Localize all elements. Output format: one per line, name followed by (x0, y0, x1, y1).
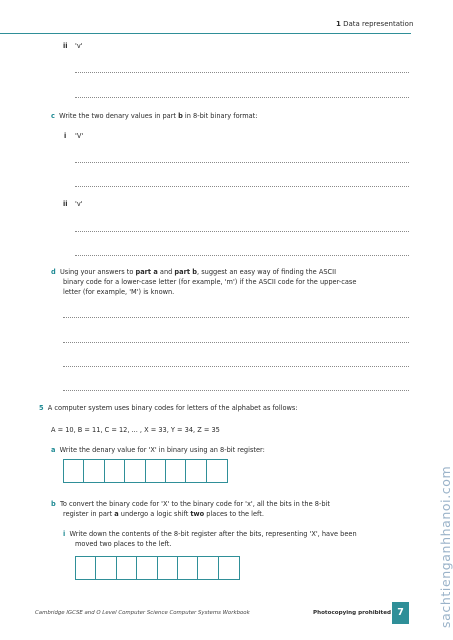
answer-line[interactable] (75, 162, 409, 163)
register-bit[interactable] (125, 460, 145, 482)
chapter-title: Data representation (343, 20, 414, 28)
register-bit[interactable] (207, 460, 227, 482)
q5b-i-line-2: moved two places to the left. (75, 540, 172, 548)
header-rule (0, 33, 411, 34)
q5b-text: To convert the binary code for 'X' to the binary code for 'x', all the bits in the 8-bit (59, 500, 330, 508)
register-bit[interactable] (105, 460, 125, 482)
q5a-text: Write the denary value for 'X' in binary using an 8-bit register: (59, 446, 265, 454)
q4d-text: Using your answers to (59, 268, 136, 276)
q5-stem (39, 404, 298, 414)
register-bit[interactable] (186, 460, 206, 482)
q4d-line-3: letter (for example, 'M') is known. (63, 288, 175, 296)
footer-copyright: Photocopying prohibited (313, 610, 392, 616)
answer-line[interactable] (63, 317, 409, 318)
running-header (336, 20, 413, 30)
q4b-ii-label: ii (63, 42, 68, 50)
q5a-question (51, 446, 265, 456)
register-bit[interactable] (158, 557, 178, 579)
answer-line[interactable] (75, 186, 409, 187)
q5b-text: register in part (63, 510, 115, 518)
answer-line[interactable] (75, 255, 409, 256)
answer-line[interactable] (75, 231, 409, 232)
register-bit[interactable] (219, 557, 239, 579)
answer-line[interactable] (63, 342, 409, 343)
answer-line[interactable] (75, 97, 409, 98)
register-bit[interactable] (146, 460, 166, 482)
q5b-text: undergo a logic shift (118, 510, 191, 518)
q4c-ref: b (178, 112, 183, 120)
q4d-ref-b: part b (174, 268, 198, 276)
q5b-emph-two: two (190, 510, 205, 518)
q4d-ref-a: part a (135, 268, 158, 276)
register-bit[interactable] (96, 557, 116, 579)
register-bit[interactable] (84, 460, 104, 482)
answer-line[interactable] (75, 72, 409, 73)
register-bit[interactable] (64, 460, 84, 482)
q5b-text: places to the left. (204, 510, 264, 518)
answer-line[interactable] (63, 366, 409, 367)
q5b-line-1 (51, 500, 330, 510)
register-bit[interactable] (198, 557, 218, 579)
register-8bit-b (75, 556, 240, 580)
q4c-ii-label: ii (63, 200, 68, 208)
answer-line[interactable] (63, 390, 409, 391)
q4c-letter: c (51, 112, 55, 120)
q4d-line-1 (51, 268, 336, 278)
page-number: 7 (392, 602, 409, 624)
register-bit[interactable] (76, 557, 96, 579)
q4d-letter: d (51, 268, 56, 276)
q4d-text: , suggest an easy way of finding the ASCII (197, 268, 337, 276)
chapter-number: 1 (336, 20, 341, 28)
q4b-ii-char: 'v' (75, 42, 83, 50)
q4c-ii-char: 'v' (75, 200, 83, 208)
q4c-i-char: 'V' (75, 132, 84, 140)
q5-stem-text: A computer system uses binary codes for letters of the alphabet as follows: (47, 404, 298, 412)
q5-codes: A = 10, B = 11, C = 12, ... , X = 33, Y = 34, Z = 35 (51, 426, 220, 434)
register-bit[interactable] (137, 557, 157, 579)
q5b-letter: b (51, 500, 56, 508)
register-bit[interactable] (117, 557, 137, 579)
q5b-ref-a: a (114, 510, 119, 518)
q5b-line-2 (63, 510, 264, 520)
q4d-text: and (157, 268, 175, 276)
q5b-i-text: Write down the contents of the 8-bit register after the bits, representing 'X', have been (69, 530, 357, 538)
q4c-question (51, 112, 257, 122)
watermark: sachtienganhhanoi.com (438, 465, 453, 628)
q5b-i-label: i (63, 530, 66, 538)
q5b-i-line-1 (63, 530, 357, 540)
register-8bit-a (63, 459, 228, 483)
q4d-line-2: binary code for a lower-case letter (for example, 'm') if the ASCII code for the upper-case (63, 278, 357, 286)
q4c-text-1: Write the two denary values in part (59, 112, 179, 120)
register-bit[interactable] (166, 460, 186, 482)
register-bit[interactable] (178, 557, 198, 579)
q4c-text-2: in 8-bit binary format: (182, 112, 258, 120)
q4c-i-label: i (64, 132, 67, 140)
footer-book-title: Cambridge IGCSE and O Level Computer Science Computer Systems Workbook (35, 610, 250, 616)
q5-number: 5 (39, 404, 44, 412)
q5a-letter: a (51, 446, 56, 454)
